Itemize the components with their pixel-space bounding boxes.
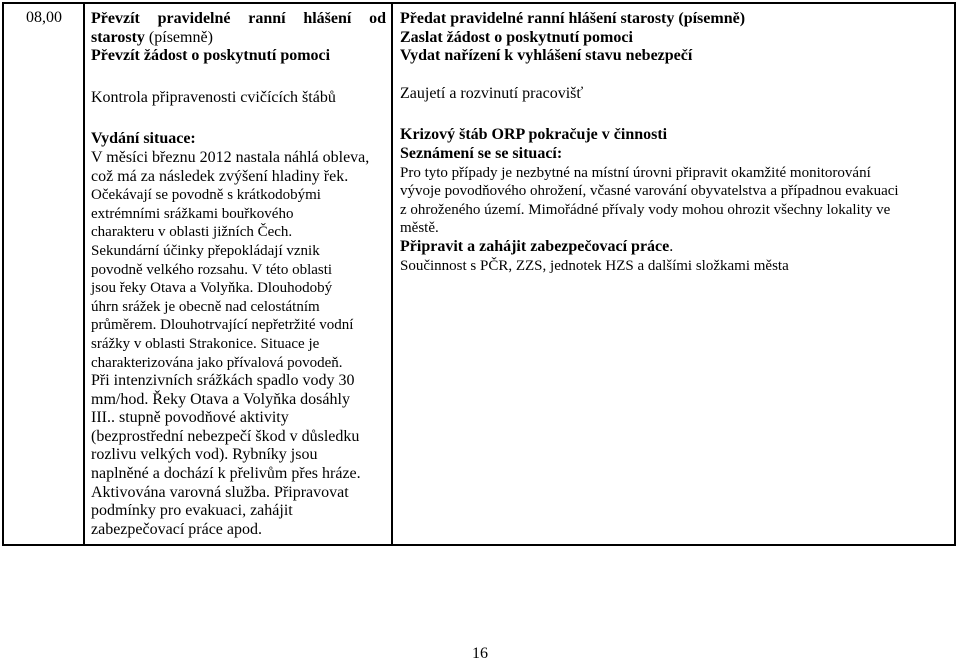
situation-line: zabezpečovací práce apod. — [91, 520, 262, 538]
time-cell: 08,00 — [26, 9, 62, 26]
left-task-line — [91, 29, 386, 48]
response-line: městě. — [400, 220, 439, 237]
column-divider-actions — [391, 4, 393, 544]
left-task-line: Převzít pravidelné ranní hlášení od — [91, 10, 386, 27]
situation-line: V měsíci březnu 2012 nastala náhlá obleva, — [91, 148, 370, 166]
left-check-line: Kontrola připravenosti cvičících štábů — [91, 88, 336, 106]
situation-line: úhrn srážek je obecně nad celostátním — [91, 298, 320, 315]
situation-line: charakteru v oblasti jižních Čech. — [91, 224, 293, 241]
right-cell — [400, 6, 952, 275]
response-line: z ohroženého území. Mimořádné přívaly vody mohou ohrozit všechny lokality ve — [400, 201, 891, 218]
situation-line: Při intenzivních srážkách spadlo vody 30 — [91, 372, 355, 390]
right-task-line: Zaslat žádost o poskytnutí pomoci — [400, 28, 633, 46]
workplace-line: Zaujetí a rozvinutí pracovišť — [400, 84, 584, 102]
page-number: 16 — [472, 645, 488, 662]
action-tail: . — [669, 237, 674, 255]
situation-line: průměrem. Dlouhotrvající nepřetržité vodní — [91, 317, 354, 334]
situation-line: srážky v oblasti Strakonice. Situace je — [91, 335, 320, 352]
left-task-line-bold: starosty — [91, 28, 145, 46]
familiarization-heading: Seznámení se se situací: — [400, 144, 563, 162]
situation-line: mm/hod. Řeky Otava a Volyňka dosáhly — [91, 390, 350, 408]
situation-line: Sekundární účinky přepokládají vznik — [91, 242, 320, 259]
action-line — [400, 238, 952, 257]
situation-line: jsou řeky Otava a Volyňka. Dlouhodobý — [91, 280, 333, 297]
left-cell — [91, 6, 386, 539]
situation-line: což má za následek zvýšení hladiny řek. — [91, 167, 349, 185]
right-task-line: Vydat nařízení k vyhlášení stavu nebezpečí — [400, 47, 693, 65]
situation-line: Aktivována varovná služba. Připravovat — [91, 483, 349, 501]
left-task-line: Převzít žádost o poskytnutí pomoci — [91, 47, 331, 65]
situation-line: rozlivu velkých vod). Rybníky jsou — [91, 446, 318, 464]
crisis-staff-heading: Krizový štáb ORP pokračuje v činnosti — [400, 126, 668, 144]
response-line: vývoje povodňového ohrožení, včasné varování obyvatelstva a případnou evakuaci — [400, 183, 899, 200]
situation-line: podmínky pro evakuaci, zahájit — [91, 502, 293, 520]
column-divider-time — [83, 4, 85, 544]
situation-line: charakterizována jako přívalová povodeň. — [91, 354, 343, 371]
situation-line: (bezprostřední nebezpečí škod v důsledku — [91, 427, 360, 445]
cooperation-line: Součinnost s PČR, ZZS, jednotek HZS a dalšími složkami města — [400, 257, 789, 274]
situation-line: naplněné a dochází k přelivům přes hráze. — [91, 465, 361, 483]
action-bold: Připravit a zahájit zabezpečovací práce — [400, 237, 670, 255]
left-task-line-normal: (písemně) — [148, 28, 213, 46]
situation-line: extrémními srážkami bouřkového — [91, 205, 294, 222]
schedule-table — [2, 2, 956, 546]
situation-line: Očekávají se povodně s krátkodobými — [91, 187, 321, 204]
situation-line: povodně velkého rozsahu. V této oblasti — [91, 261, 333, 278]
response-line: Pro tyto případy je nezbytné na místní úrovni připravit okamžité monitorování — [400, 164, 871, 181]
situation-heading: Vydání situace: — [91, 130, 196, 148]
right-task-line: Předat pravidelné ranní hlášení starosty (písemně) — [400, 10, 746, 27]
situation-line: III.. stupně povodňové aktivity — [91, 409, 289, 427]
